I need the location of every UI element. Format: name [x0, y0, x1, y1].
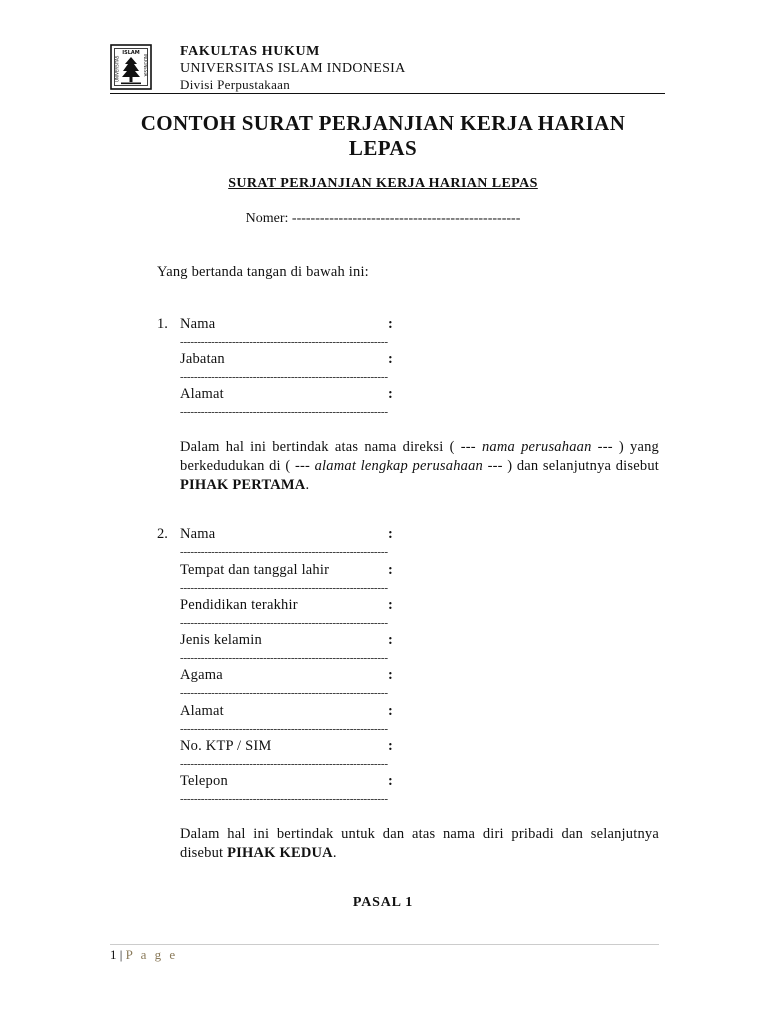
- faculty-name: FAKULTAS HUKUM: [180, 44, 320, 59]
- fill-in-line: ------------------------------------------------------------: [180, 687, 388, 699]
- footer-separator: |: [119, 947, 123, 962]
- fill-in-line: ------------------------------------------------------------: [180, 371, 388, 383]
- header-divider: [110, 93, 665, 94]
- party-2-paragraph: [180, 825, 659, 863]
- paragraph-text: .: [305, 477, 310, 493]
- party-2-field-label: Pendidikan terakhir: [180, 597, 298, 613]
- field-colon: :: [388, 526, 393, 542]
- svg-text:INDONESIA: INDONESIA: [143, 54, 148, 77]
- field-colon: :: [388, 738, 393, 754]
- company-name-placeholder: nama perusahaan: [481, 439, 592, 455]
- page-footer: [110, 947, 178, 963]
- fill-in-line: ------------------------------------------------------------: [180, 758, 388, 770]
- fill-in-line: ------------------------------------------------------------: [180, 582, 388, 594]
- party-1-field-label: Jabatan: [180, 351, 225, 367]
- party-2-field-label: No. KTP / SIM: [180, 738, 272, 754]
- party-1-number: 1.: [157, 316, 168, 332]
- agreement-subtitle: SURAT PERJANJIAN KERJA HARIAN LEPAS: [228, 176, 538, 191]
- party-2-term: PIHAK KEDUA: [227, 845, 333, 861]
- university-logo: [110, 44, 152, 90]
- party-2-field-label: Tempat dan tanggal lahir: [180, 562, 330, 578]
- intro-text: Yang bertanda tangan di bawah ini:: [157, 264, 369, 280]
- title-line-1: CONTOH SURAT PERJANJIAN KERJA HARIAN: [140, 111, 626, 135]
- fill-in-line: ------------------------------------------------------------: [180, 406, 388, 418]
- field-colon: :: [388, 773, 393, 789]
- university-name: UNIVERSITAS ISLAM INDONESIA: [180, 61, 406, 76]
- footer-divider: [110, 944, 659, 945]
- fill-in-line: ------------------------------------------------------------: [180, 723, 388, 735]
- party-2-field-label: Alamat: [180, 703, 224, 719]
- fill-in-line: ------------------------------------------------------------: [180, 793, 388, 805]
- document-number: Nomer: -------------------------------------------------: [245, 211, 521, 226]
- paragraph-text: Dalam hal ini bertindak untuk dan atas nama diri pribadi dan selanjutnya disebut: [180, 826, 659, 861]
- paragraph-text: Dalam hal ini bertindak atas nama direksi ( ---: [180, 439, 482, 455]
- field-colon: :: [388, 597, 393, 613]
- svg-text:UNIVERSITAS: UNIVERSITAS: [114, 55, 120, 82]
- party-2-field-label: Nama: [180, 526, 216, 542]
- fill-in-line: ------------------------------------------------------------: [180, 617, 388, 629]
- title-line-2: LEPAS: [348, 136, 418, 160]
- fill-in-line: ------------------------------------------------------------: [180, 652, 388, 664]
- party-1-field-label: Alamat: [180, 386, 224, 402]
- division-name: Divisi Perpustakaan: [180, 77, 291, 92]
- fill-in-line: ------------------------------------------------------------: [180, 336, 388, 348]
- field-colon: :: [388, 703, 393, 719]
- paragraph-text: --- ) dan selanjutnya disebut: [483, 458, 660, 474]
- field-colon: :: [388, 316, 393, 332]
- page-word: P a g e: [125, 947, 178, 962]
- document-title: [100, 111, 666, 161]
- party-1-field-label: Nama: [180, 316, 216, 332]
- field-colon: :: [388, 562, 393, 578]
- field-colon: :: [388, 351, 393, 367]
- party-2-field-label: Agama: [180, 667, 223, 683]
- company-address-placeholder: alamat lengkap perusahaan: [314, 458, 483, 474]
- university-seal-icon: [110, 44, 152, 90]
- party-2-number: 2.: [157, 526, 168, 542]
- party-1-term: PIHAK PERTAMA: [180, 477, 306, 493]
- field-colon: :: [388, 632, 393, 648]
- party-2-field-label: Jenis kelamin: [180, 632, 262, 648]
- article-heading: PASAL 1: [352, 895, 414, 910]
- fill-in-line: ------------------------------------------------------------: [180, 546, 388, 558]
- svg-text:ISLAM: ISLAM: [122, 50, 140, 56]
- party-2-field-label: Telepon: [180, 773, 228, 789]
- page-number: 1: [110, 947, 117, 962]
- field-colon: :: [388, 667, 393, 683]
- paragraph-text: --- ) yang berkedudukan di ( ---: [180, 439, 659, 474]
- party-1-paragraph: [180, 438, 659, 495]
- field-colon: :: [388, 386, 393, 402]
- paragraph-text: .: [332, 845, 337, 861]
